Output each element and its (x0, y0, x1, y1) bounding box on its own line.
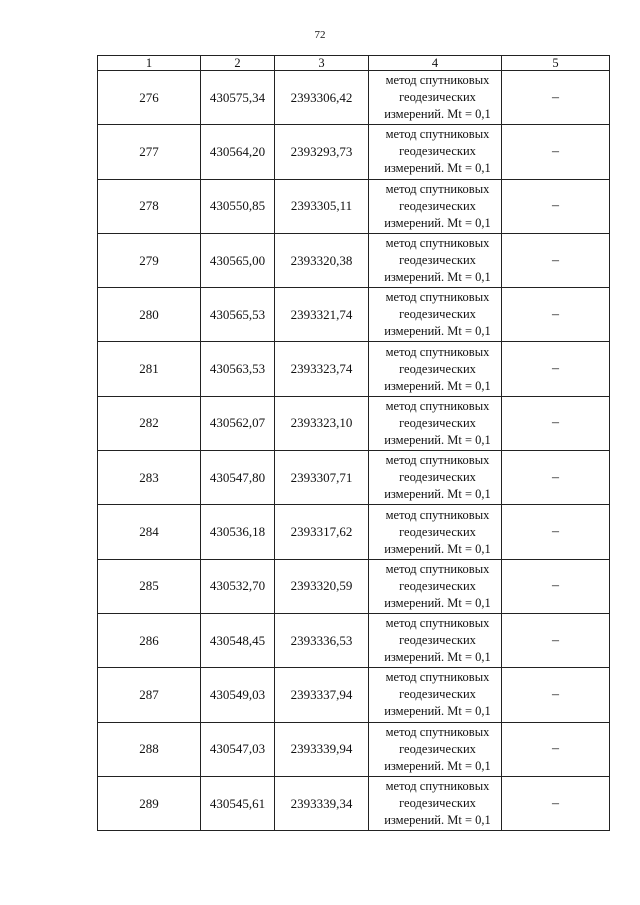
method-line: измерений. Mt = 0,1 (384, 215, 491, 230)
point-number-cell: 287 (98, 668, 201, 722)
y-coordinate-cell: 2393337,94 (275, 668, 369, 722)
method-line: метод спутниковых (385, 616, 490, 631)
table-row (98, 179, 610, 233)
table-body (98, 71, 610, 831)
method-line: геодезических (399, 687, 476, 702)
method-line: геодезических (399, 470, 476, 485)
column-header-5: 5 (502, 56, 610, 71)
note-cell: – (502, 505, 610, 559)
y-coordinate-cell: 2393339,34 (275, 776, 369, 830)
method-cell (369, 179, 502, 233)
method-cell (369, 288, 502, 342)
method-line: измерений. Mt = 0,1 (384, 541, 491, 556)
method-line: измерений. Mt = 0,1 (384, 758, 491, 773)
method-line: измерений. Mt = 0,1 (384, 107, 491, 122)
method-line: геодезических (399, 578, 476, 593)
point-number-cell: 283 (98, 451, 201, 505)
y-coordinate-cell: 2393317,62 (275, 505, 369, 559)
method-line: геодезических (399, 524, 476, 539)
column-header-1: 1 (98, 56, 201, 71)
method-line: геодезических (399, 90, 476, 105)
method-line: геодезических (399, 361, 476, 376)
x-coordinate-cell: 430548,45 (201, 613, 275, 667)
table-row (98, 613, 610, 667)
table-row (98, 559, 610, 613)
x-coordinate-cell: 430545,61 (201, 776, 275, 830)
coordinates-table (97, 55, 610, 831)
table-row (98, 668, 610, 722)
note-cell: – (502, 722, 610, 776)
method-cell (369, 396, 502, 450)
point-number-cell: 276 (98, 71, 201, 125)
point-number-cell: 289 (98, 776, 201, 830)
method-line: измерений. Mt = 0,1 (384, 324, 491, 339)
method-line: измерений. Mt = 0,1 (384, 432, 491, 447)
y-coordinate-cell: 2393336,53 (275, 613, 369, 667)
method-line: измерений. Mt = 0,1 (384, 650, 491, 665)
method-line: метод спутниковых (385, 507, 490, 522)
point-number-cell: 277 (98, 125, 201, 179)
note-cell: – (502, 342, 610, 396)
method-line: метод спутниковых (385, 779, 490, 793)
method-cell (369, 125, 502, 179)
x-coordinate-cell: 430550,85 (201, 179, 275, 233)
method-line: измерений. Mt = 0,1 (384, 595, 491, 610)
column-header-2: 2 (201, 56, 275, 71)
x-coordinate-cell: 430562,07 (201, 396, 275, 450)
table-row (98, 722, 610, 776)
method-line: геодезических (399, 633, 476, 648)
note-cell: – (502, 288, 610, 342)
method-line: метод спутниковых (385, 236, 490, 251)
method-cell (369, 722, 502, 776)
x-coordinate-cell: 430547,80 (201, 451, 275, 505)
note-cell: – (502, 396, 610, 450)
note-cell: – (502, 776, 610, 830)
column-header-3: 3 (275, 56, 369, 71)
page-number: 72 (314, 29, 326, 41)
method-line: метод спутниковых (385, 181, 490, 196)
y-coordinate-cell: 2393323,10 (275, 396, 369, 450)
y-coordinate-cell: 2393307,71 (275, 451, 369, 505)
y-coordinate-cell: 2393323,74 (275, 342, 369, 396)
method-line: метод спутниковых (385, 344, 490, 359)
method-line: измерений. Mt = 0,1 (384, 161, 491, 176)
y-coordinate-cell: 2393320,59 (275, 559, 369, 613)
point-number-cell: 282 (98, 396, 201, 450)
table-header-row (98, 56, 610, 71)
y-coordinate-cell: 2393305,11 (275, 179, 369, 233)
method-cell (369, 668, 502, 722)
method-line: геодезических (399, 307, 476, 322)
point-number-cell: 281 (98, 342, 201, 396)
method-cell (369, 233, 502, 287)
x-coordinate-cell: 430563,53 (201, 342, 275, 396)
method-line: метод спутниковых (385, 561, 490, 576)
method-line: геодезических (399, 198, 476, 213)
note-cell: – (502, 233, 610, 287)
note-cell: – (502, 668, 610, 722)
table-row (98, 71, 610, 125)
note-cell: – (502, 559, 610, 613)
point-number-cell: 286 (98, 613, 201, 667)
method-cell (369, 342, 502, 396)
point-number-cell: 288 (98, 722, 201, 776)
x-coordinate-cell: 430532,70 (201, 559, 275, 613)
method-line: геодезических (399, 741, 476, 756)
y-coordinate-cell: 2393306,42 (275, 71, 369, 125)
method-line: метод спутниковых (385, 398, 490, 413)
method-line: метод спутниковых (385, 724, 490, 739)
method-cell (369, 613, 502, 667)
table-row (98, 342, 610, 396)
table-row (98, 396, 610, 450)
table-row (98, 451, 610, 505)
method-cell (369, 559, 502, 613)
note-cell: – (502, 71, 610, 125)
method-line: метод спутниковых (385, 290, 490, 305)
table-row (98, 288, 610, 342)
point-number-cell: 284 (98, 505, 201, 559)
y-coordinate-cell: 2393293,73 (275, 125, 369, 179)
x-coordinate-cell: 430565,00 (201, 233, 275, 287)
method-cell (369, 776, 502, 830)
method-line: измерений. Mt = 0,1 (384, 704, 491, 719)
method-cell (369, 451, 502, 505)
note-cell: – (502, 613, 610, 667)
x-coordinate-cell: 430564,20 (201, 125, 275, 179)
method-cell (369, 71, 502, 125)
method-line: метод спутниковых (385, 670, 490, 685)
table-row (98, 125, 610, 179)
y-coordinate-cell: 2393339,94 (275, 722, 369, 776)
method-line: геодезических (399, 253, 476, 268)
method-line: измерений. Mt = 0,1 (384, 487, 491, 502)
method-line: измерений. Mt = 0,1 (384, 813, 491, 827)
method-line: геодезических (399, 796, 476, 810)
point-number-cell: 279 (98, 233, 201, 287)
note-cell: – (502, 451, 610, 505)
method-line: метод спутниковых (385, 73, 490, 88)
table-row (98, 233, 610, 287)
method-line: геодезических (399, 144, 476, 159)
point-number-cell: 278 (98, 179, 201, 233)
y-coordinate-cell: 2393321,74 (275, 288, 369, 342)
method-line: геодезических (399, 415, 476, 430)
table-row (98, 776, 610, 830)
x-coordinate-cell: 430575,34 (201, 71, 275, 125)
method-line: измерений. Mt = 0,1 (384, 270, 491, 285)
x-coordinate-cell: 430547,03 (201, 722, 275, 776)
point-number-cell: 285 (98, 559, 201, 613)
note-cell: – (502, 125, 610, 179)
method-line: метод спутниковых (385, 453, 490, 468)
point-number-cell: 280 (98, 288, 201, 342)
method-cell (369, 505, 502, 559)
column-header-4: 4 (369, 56, 502, 71)
note-cell: – (502, 179, 610, 233)
method-line: измерений. Mt = 0,1 (384, 378, 491, 393)
x-coordinate-cell: 430549,03 (201, 668, 275, 722)
x-coordinate-cell: 430536,18 (201, 505, 275, 559)
x-coordinate-cell: 430565,53 (201, 288, 275, 342)
method-line: метод спутниковых (385, 127, 490, 142)
table-row (98, 505, 610, 559)
y-coordinate-cell: 2393320,38 (275, 233, 369, 287)
